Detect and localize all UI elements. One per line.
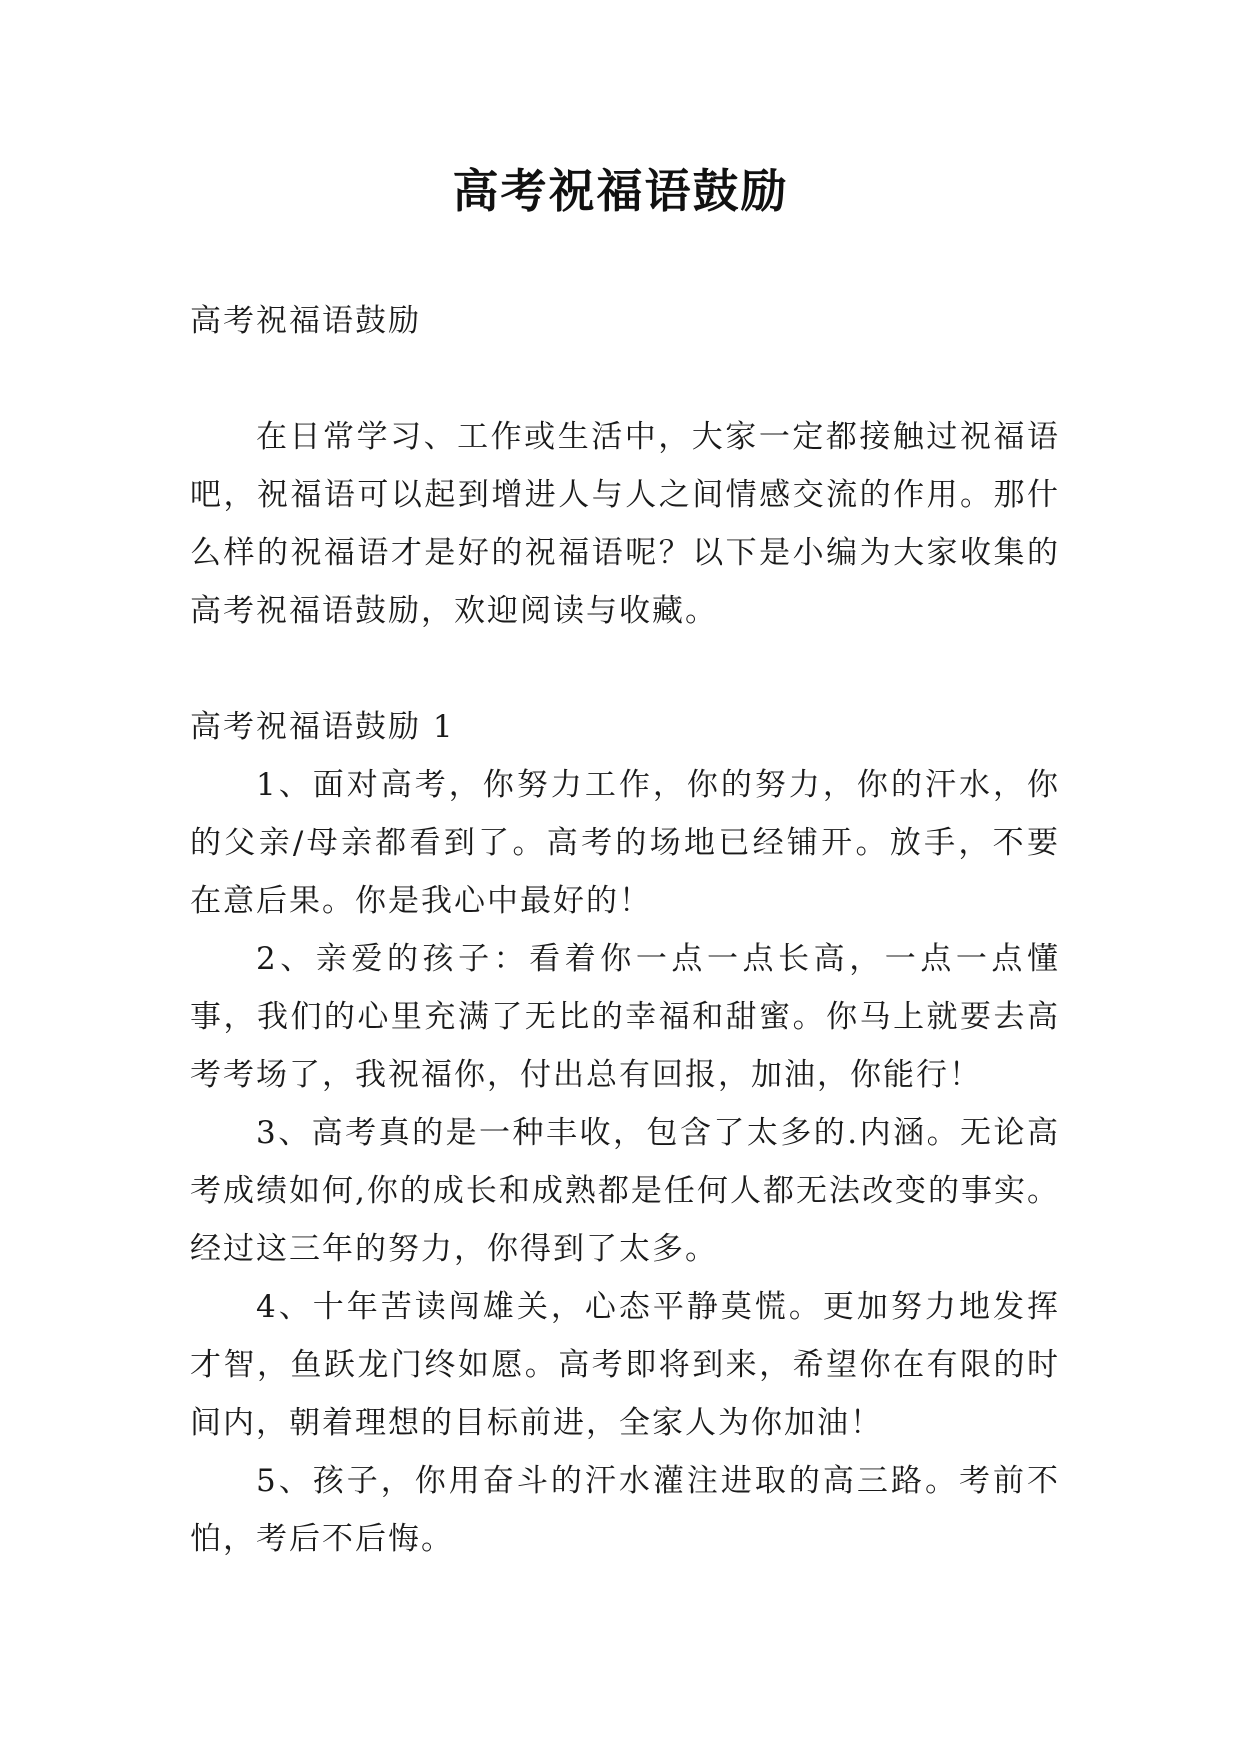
- blessing-item-5: 5、孩子，你用奋斗的汗水灌注进取的高三路。考前不怕，考后不后悔。: [190, 1463, 1060, 1557]
- blessing-item-4: 4、十年苦读闯雄关，心态平静莫慌。更加努力地发挥才智，鱼跃龙门终如愿。高考即将到来，希望你在有限的时间内，朝着理想的目标前进，全家人为你加油！: [190, 1289, 1060, 1441]
- blessing-item-3: 3、高考真的是一种丰收，包含了太多的.内涵。无论高考成绩如何,你的成长和成熟都是任何人都无法改变的事实。经过这三年的努力，你得到了太多。: [190, 1115, 1060, 1267]
- document-body: [190, 292, 1060, 1568]
- document-title: 高考祝福语鼓励: [452, 164, 789, 218]
- document-subtitle: 高考祝福语鼓励: [190, 303, 421, 339]
- blessing-item-1: 1、面对高考，你努力工作，你的努力，你的汗水，你的父亲/母亲都看到了。高考的场地已经铺开。放手，不要在意后果。你是我心中最好的！: [190, 767, 1060, 919]
- intro-paragraph: 在日常学习、工作或生活中，大家一定都接触过祝福语吧，祝福语可以起到增进人与人之间情感交流的作用。那什么样的祝福语才是好的祝福语呢？以下是小编为大家收集的高考祝福语鼓励，欢迎阅读与收藏。: [190, 419, 1060, 629]
- blessing-item-2: 2、亲爱的孩子：看着你一点一点长高，一点一点懂事，我们的心里充满了无比的幸福和甜蜜。你马上就要去高考考场了，我祝福你，付出总有回报，加油，你能行！: [190, 941, 1060, 1093]
- section-heading: 高考祝福语鼓励 1: [190, 709, 455, 745]
